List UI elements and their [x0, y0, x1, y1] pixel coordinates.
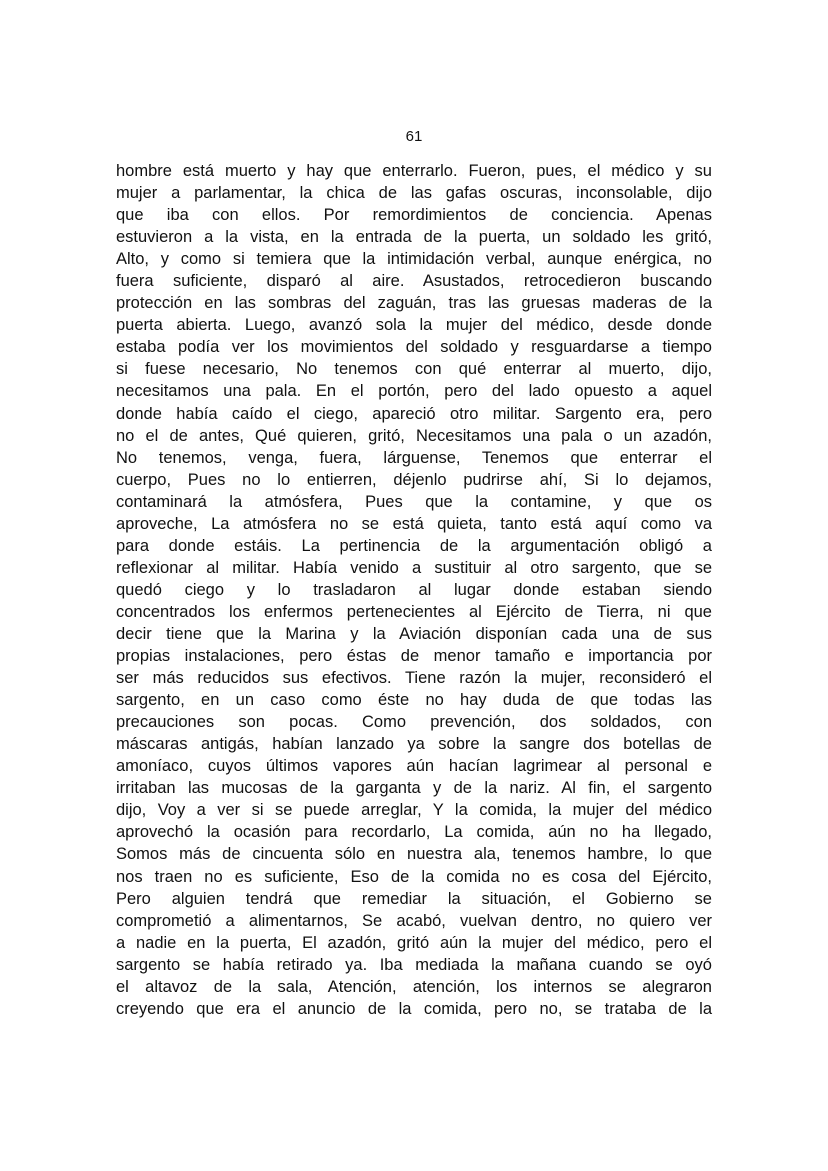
- text-line: para donde estáis. La pertinencia de la argumentación obligó a: [116, 536, 712, 555]
- text-line: ser más reducidos sus efectivos. Tiene razón la mujer, reconsideró el: [116, 669, 712, 688]
- text-line: contaminará la atmósfera, Pues que la contamine, y que os: [116, 492, 712, 511]
- page-number: 61: [405, 128, 423, 145]
- text-line: Somos más de cincuenta sólo en nuestra ala, tenemos hambre, lo que: [116, 845, 712, 864]
- text-line: sargento se había retirado ya. Iba mediada la mañana cuando se oyó: [116, 955, 712, 974]
- text-line: aprovechó la ocasión para recordarlo, La comida, aún no ha llegado,: [116, 823, 712, 842]
- text-line: el altavoz de la sala, Atención, atención, los internos se alegraron: [116, 977, 712, 996]
- text-line: no el de antes, Qué quieren, gritó, Necesitamos una pala o un azadón,: [116, 426, 712, 445]
- text-line: donde había caído el ciego, apareció otro militar. Sargento era, pero: [116, 404, 712, 423]
- text-line: nos traen no es suficiente, Eso de la comida no es cosa del Ejército,: [116, 867, 712, 886]
- text-line: estaba podía ver los movimientos del soldado y resguardarse a tiempo: [116, 338, 712, 357]
- text-line: creyendo que era el anuncio de la comida, pero no, se trataba de la: [116, 999, 712, 1018]
- text-line: fuera suficiente, disparó al aire. Asustados, retrocedieron buscando: [116, 272, 712, 291]
- text-line: hombre está muerto y hay que enterrarlo. Fueron, pues, el médico y su: [116, 162, 712, 180]
- text-line: puerta abierta. Luego, avanzó sola la mujer del médico, desde donde: [116, 316, 712, 335]
- text-line: a nadie en la puerta, El azadón, gritó aún la mujer del médico, pero el: [116, 933, 712, 952]
- text-line: amoníaco, cuyos últimos vapores aún hacían lagrimear al personal e: [116, 757, 712, 776]
- text-line: Pero alguien tendrá que remediar la situación, el Gobierno se: [116, 889, 712, 908]
- text-line: decir tiene que la Marina y la Aviación disponían cada una de sus: [116, 624, 712, 643]
- text-line: propias instalaciones, pero éstas de menor tamaño e importancia por: [116, 647, 712, 666]
- text-line: comprometió a alimentarnos, Se acabó, vuelvan dentro, no quiero ver: [116, 911, 712, 930]
- text-line: máscaras antigás, habían lanzado ya sobre la sangre dos botellas de: [116, 735, 712, 754]
- text-line: precauciones son pocas. Como prevención, dos soldados, con: [116, 713, 712, 732]
- text-line: aproveche, La atmósfera no se está quieta, tanto está aquí como va: [116, 514, 712, 533]
- text-line: concentrados los enfermos pertenecientes al Ejército de Tierra, ni que: [116, 602, 712, 621]
- text-line: protección en las sombras del zaguán, tras las gruesas maderas de la: [116, 294, 712, 313]
- text-line: reflexionar al militar. Había venido a sustituir al otro sargento, que se: [116, 558, 712, 577]
- text-line: sargento, en un caso como éste no hay duda de que todas las: [116, 691, 712, 710]
- text-line: estuvieron a la vista, en la entrada de la puerta, un soldado les gritó,: [116, 228, 712, 247]
- text-line: que iba con ellos. Por remordimientos de conciencia. Apenas: [116, 206, 712, 225]
- text-line: cuerpo, Pues no lo entierren, déjenlo pudrirse ahí, Si lo dejamos,: [116, 470, 712, 489]
- text-line: Alto, y como si temiera que la intimidación verbal, aunque enérgica, no: [116, 250, 712, 269]
- text-line: mujer a parlamentar, la chica de las gafas oscuras, inconsolable, dijo: [116, 184, 712, 203]
- text-line: No tenemos, venga, fuera, lárguense, Tenemos que enterrar el: [116, 448, 712, 467]
- text-line: quedó ciego y lo trasladaron al lugar donde estaban siendo: [116, 580, 712, 599]
- text-line: dijo, Voy a ver si se puede arreglar, Y la comida, la mujer del médico: [116, 801, 712, 820]
- text-line: si fuese necesario, No tenemos con qué enterrar al muerto, dijo,: [116, 360, 712, 379]
- body-text: [116, 160, 712, 1020]
- text-line: necesitamos una pala. En el portón, pero del lado opuesto a aquel: [116, 382, 712, 401]
- text-line: irritaban las mucosas de la garganta y de la nariz. Al fin, el sargento: [116, 779, 712, 798]
